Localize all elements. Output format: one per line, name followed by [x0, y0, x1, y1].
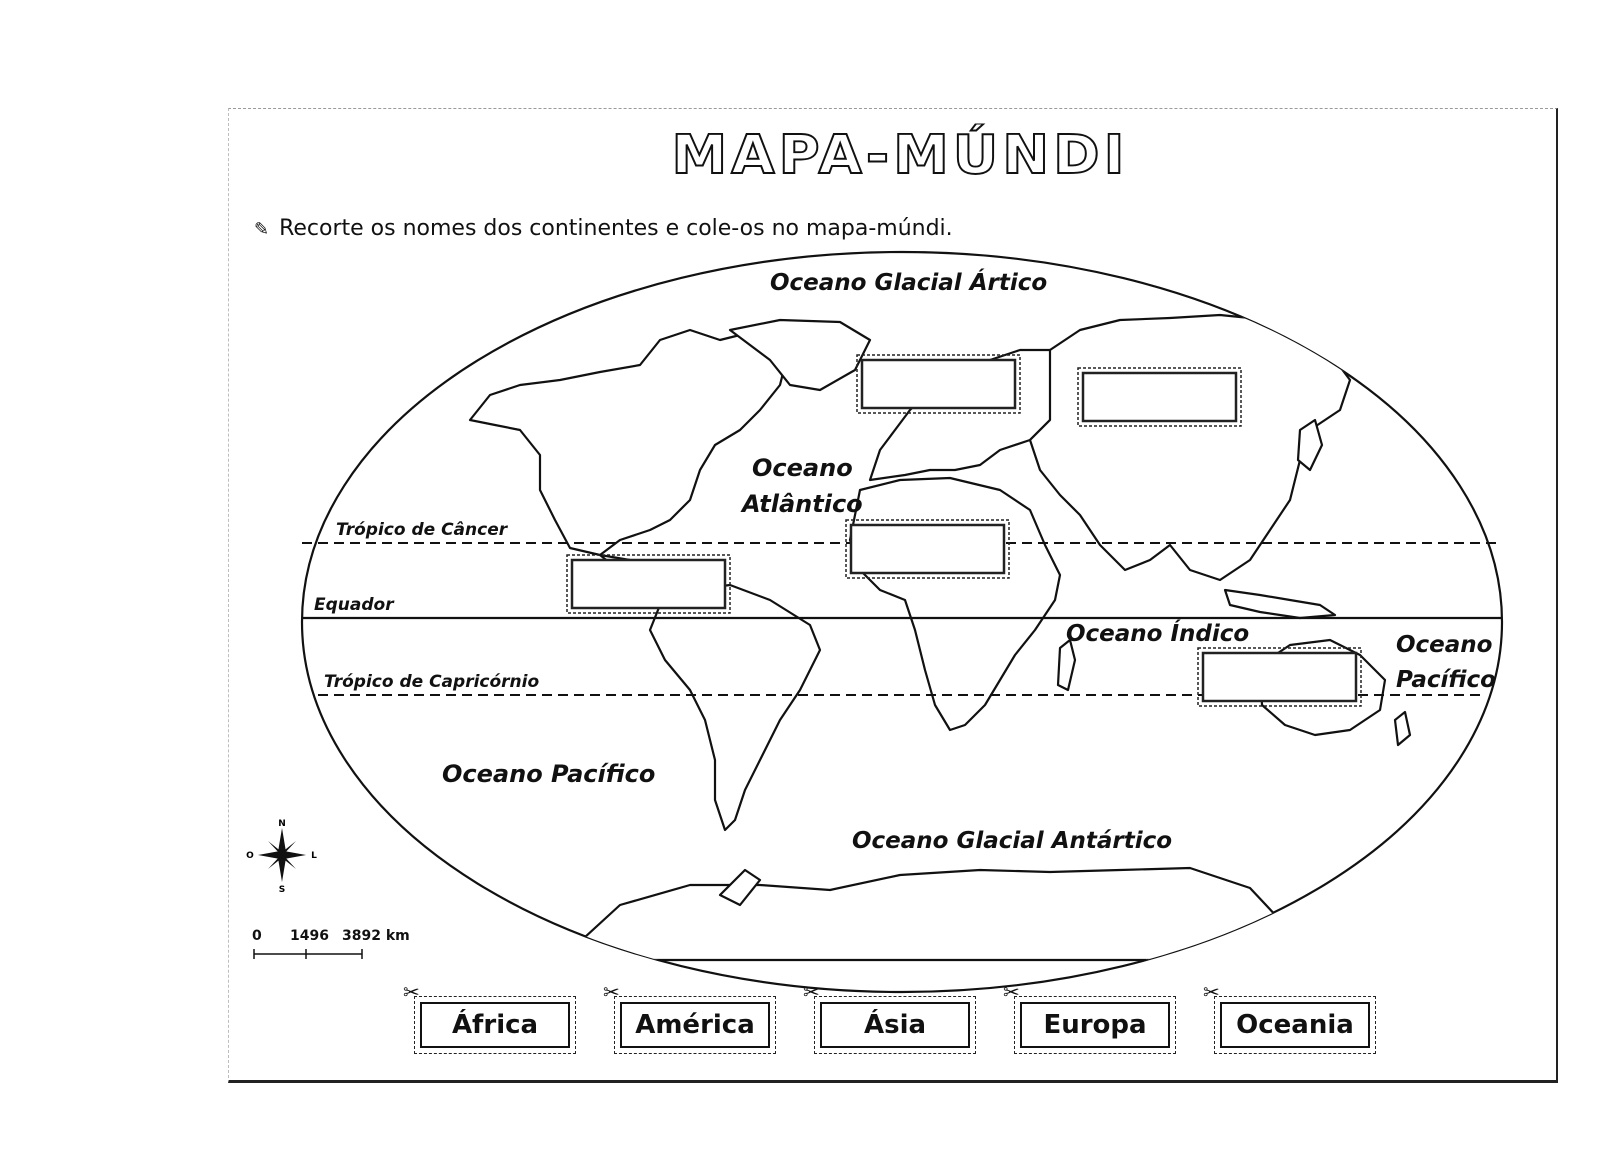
label-indian-ocean: Oceano Índico	[1066, 621, 1250, 647]
label-tropic-of-cancer: Trópico de Câncer	[336, 520, 508, 540]
compass-west: O	[246, 851, 254, 861]
instruction-text: Recorte os nomes dos continentes e cole-os no mapa-múndi.	[279, 216, 953, 241]
scissors-icon: ✂	[1203, 982, 1220, 1004]
card-europa[interactable]	[1003, 982, 1176, 1054]
scissors-icon: ✂	[1003, 982, 1020, 1004]
scale-tick-2: 3892 km	[342, 928, 410, 944]
scissors-icon: ✂	[603, 982, 620, 1004]
card-label: Oceania	[1220, 1002, 1370, 1048]
card-oceania[interactable]	[1203, 982, 1376, 1054]
label-tropic-of-capricorn: Trópico de Capricórnio	[324, 672, 540, 692]
compass-north: N	[278, 819, 286, 829]
label-arctic-ocean: Oceano Glacial Ártico	[770, 270, 1048, 296]
label-antarctic-ocean: Oceano Glacial Antártico	[852, 828, 1173, 854]
card-label: África	[420, 1002, 570, 1048]
card-america[interactable]	[603, 982, 776, 1054]
card-label: Ásia	[820, 1002, 970, 1048]
cut-out-cards	[400, 982, 1380, 1060]
scale-bar-line	[248, 946, 368, 962]
paste-box-africa[interactable]	[846, 520, 1009, 578]
pencil-icon: ✎	[254, 219, 270, 240]
label-pacific-ocean-east-line2: Pacífico	[1396, 667, 1496, 693]
paste-box-asia[interactable]	[1078, 368, 1241, 426]
scale-tick-1: 1496	[290, 928, 329, 944]
scale-bar	[248, 928, 418, 966]
scissors-icon: ✂	[403, 982, 420, 1004]
label-pacific-ocean-west: Oceano Pacífico	[442, 760, 656, 788]
compass-south: S	[278, 885, 286, 894]
card-africa[interactable]	[403, 982, 576, 1054]
paste-box-oceania[interactable]	[1198, 648, 1361, 706]
label-equator: Equador	[314, 595, 394, 615]
scissors-icon: ✂	[803, 982, 820, 1004]
label-pacific-ocean-east-line1: Oceano	[1396, 632, 1493, 658]
compass-rose-icon	[246, 816, 318, 894]
label-atlantic-ocean-line2: Atlântico	[742, 490, 863, 518]
paste-box-europe[interactable]	[857, 355, 1020, 413]
card-label: Europa	[1020, 1002, 1170, 1048]
card-asia[interactable]	[803, 982, 976, 1054]
paste-box-america[interactable]	[567, 555, 730, 613]
label-atlantic-ocean-line1: Oceano	[752, 454, 853, 482]
compass-east: L	[311, 851, 317, 861]
page-title: MAPA-MÚNDI	[671, 124, 1129, 187]
card-label: América	[620, 1002, 770, 1048]
scale-tick-0: 0	[252, 928, 262, 944]
